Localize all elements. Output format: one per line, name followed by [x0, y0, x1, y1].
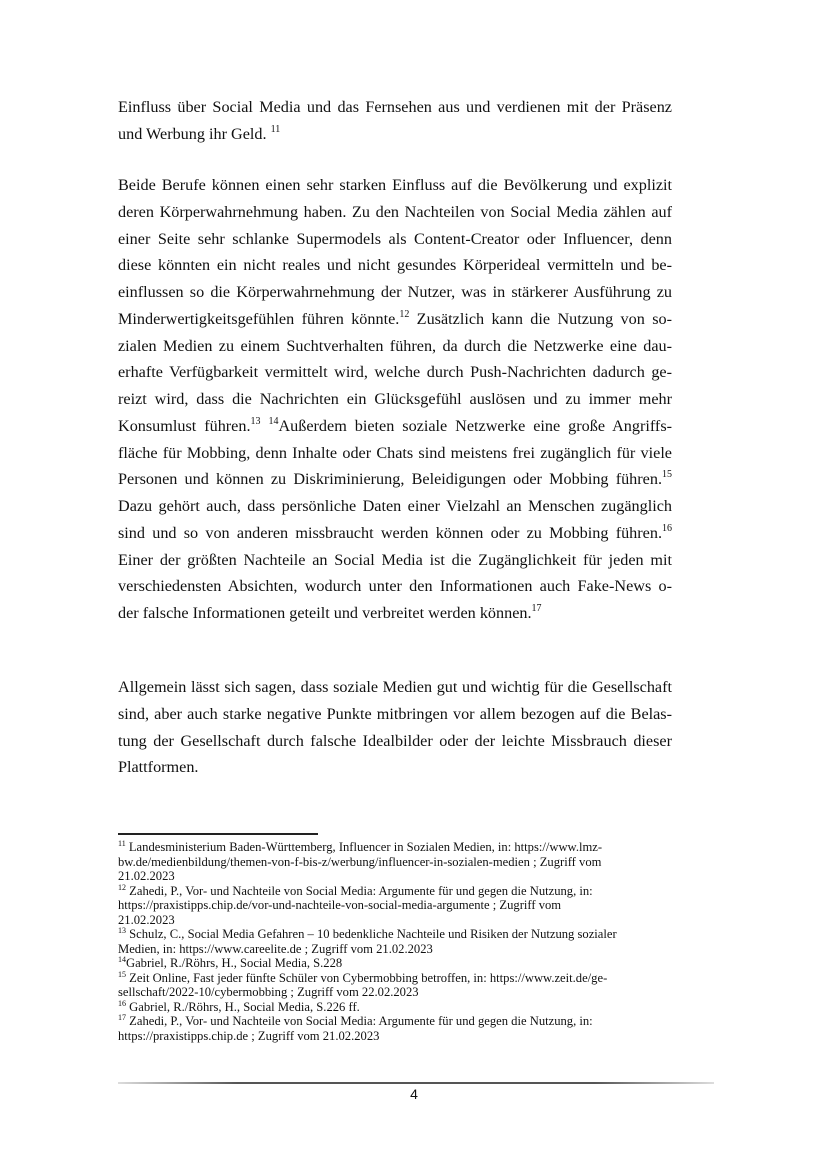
text-segment: reizt wird, dass die Nachrichten ein Glücksgefühl auslösen und zu immer mehr	[118, 390, 672, 408]
footnote-ref: 15	[662, 469, 672, 481]
footnote-ref: 12	[399, 308, 410, 320]
text-line	[118, 282, 672, 302]
text-segment: tung der Gesellschaft durch falsche Idealbilder oder der leichte Missbrauch dieser	[118, 731, 672, 750]
footnote-separator	[118, 833, 318, 835]
text-segment: Plattformen.	[118, 758, 199, 777]
text-line	[118, 704, 672, 724]
text-line	[118, 175, 672, 195]
text-line	[118, 443, 672, 463]
text-segment: zialen Medien zu einem Suchtverhalten führen, da durch die Netzwerke eine dau-	[118, 336, 672, 355]
footer-rule	[118, 1082, 714, 1084]
footnote-ref: 14	[268, 415, 279, 427]
footnote	[118, 927, 678, 956]
text-line	[118, 550, 672, 570]
page-number: 4	[410, 1086, 418, 1102]
text-line	[118, 336, 672, 356]
footnote	[118, 956, 678, 971]
text-segment: der falsche Informationen geteilt und verbreitet werden können.	[118, 604, 532, 622]
text-line	[118, 677, 672, 697]
text-line	[118, 496, 672, 516]
text-line	[118, 229, 672, 249]
footnote-ref: 13	[250, 415, 261, 427]
footnote-line: sellschaft/2022-10/cybermobbing ; Zugriff vom 22.02.2023	[118, 985, 419, 999]
footnote-number: 16	[118, 998, 126, 1008]
footnote-line: 21.02.2023	[118, 912, 175, 927]
footnote-number: 11	[118, 839, 126, 848]
text-line	[118, 124, 672, 144]
footnote-number: 14	[118, 955, 126, 964]
footnote	[118, 884, 678, 928]
text-segment: Außerdem bieten soziale Netzwerke eine große Angriffs-	[278, 416, 673, 435]
text-segment: Minderwertigkeitsgefühlen führen könnte.	[118, 309, 400, 328]
text-line	[118, 309, 672, 329]
text-line	[118, 603, 672, 623]
footnote-number: 15	[118, 969, 126, 979]
text-segment: diese könnten ein nicht reales und nicht gesundes Körperideal vermitteln und be-	[118, 256, 672, 275]
text-line	[118, 97, 672, 117]
text-segment: einer Seite sehr schlanke Supermodels als Content-Creator oder Influencer, denn	[118, 229, 672, 248]
text-segment: sind und so von anderen missbraucht werden können oder zu Mobbing führen.	[118, 523, 662, 542]
footnote-line: Zahedi, P., Vor- und Nachteile von Social Media: Argumente für und gegen die Nutzung, in:	[129, 883, 593, 898]
footnote-line: Gabriel, R./Röhrs, H., Social Media, S.228	[126, 956, 343, 970]
footnote-line: Zeit Online, Fast jeder fünfte Schüler von Cybermobbing betroffen, in: https://www.zeit.de/ge-	[129, 970, 608, 985]
footnote	[118, 971, 678, 1000]
footnote-line: https://praxistipps.chip.de ; Zugriff vom 21.02.2023	[118, 1028, 380, 1043]
text-line	[118, 469, 672, 489]
text-segment: Dazu gehört auch, dass persönliche Daten einer Vielzahl an Menschen zugänglich	[118, 497, 672, 515]
text-segment: Einer der größten Nachteile an Social Media ist die Zugänglichkeit für jeden mit	[118, 550, 672, 569]
footnote-line: 21.02.2023	[118, 869, 175, 883]
text-segment: einflussen so die Körperwahrnehmung der Nutzer, was in stärkerer Ausführung zu	[118, 283, 672, 301]
footnote-line: Zahedi, P., Vor- und Nachteile von Social Media: Argumente für und gegen die Nutzung, in:	[129, 1014, 593, 1028]
text-segment: fläche für Mobbing, denn Inhalte oder Chats sind meistens frei zugänglich für viele	[118, 443, 672, 462]
text-segment: und Werbung ihr Geld.	[118, 124, 271, 143]
text-segment: Beide Berufe können einen sehr starken Einfluss auf die Bevölkerung und explizit	[118, 176, 672, 194]
footnote	[118, 840, 678, 884]
text-line	[118, 576, 672, 596]
text-segment: verschiedensten Absichten, wodurch unter den Informationen auch Fake-News o-	[118, 577, 672, 596]
text-segment: Konsumlust führen.	[118, 416, 251, 435]
footnote-number: 12	[118, 882, 126, 892]
footnote-ref: 16	[662, 522, 672, 534]
text-segment: Personen und können zu Diskriminierung, Beleidigungen oder Mobbing führen.	[118, 470, 662, 489]
footnote	[118, 1000, 678, 1015]
text-line	[118, 757, 672, 777]
footnote-line: https://praxistipps.chip.de/vor-und-nachteile-von-social-media-argumente ; Zugriff vom	[118, 898, 562, 912]
footnote-number: 17	[118, 1013, 126, 1022]
text-line	[118, 202, 672, 222]
footnote-line: Medien, in: https://www.careelite.de ; Zugriff vom 21.02.2023	[118, 941, 433, 956]
text-line	[118, 416, 672, 436]
text-segment: deren Körperwahrnehmung haben. Zu den Nachteilen von Social Media zählen auf	[118, 202, 672, 221]
text-segment: Allgemein lässt sich sagen, dass soziale Medien gut und wichtig für die Gesellschaft	[118, 678, 672, 696]
text-line	[118, 389, 672, 409]
footnote-ref: 11	[270, 123, 281, 135]
text-segment: Zusätzlich kann die Nutzung von so-	[409, 309, 672, 328]
footnote-line: Gabriel, R./Röhrs, H., Social Media, S.226 ff.	[129, 999, 360, 1014]
text-line	[118, 523, 672, 543]
text-segment: sind, aber auch starke negative Punkte mitbringen vor allem bezogen auf die Belas-	[118, 704, 672, 723]
footnote	[118, 1014, 678, 1043]
footnote-line: bw.de/medienbildung/themen-von-f-bis-z/werbung/influencer-in-sozialen-medien ; Zugriff vom	[118, 854, 602, 869]
footnote-line: Schulz, C., Social Media Gefahren – 10 bedenkliche Nachteile und Risiken der Nutzung sozialer	[129, 927, 617, 941]
text-segment: Einfluss über Social Media und das Fernsehen aus und verdienen mit der Präsenz	[118, 98, 672, 116]
footnote-ref: 17	[531, 603, 542, 614]
text-segment: erhafte Verfügbarkeit vermittelt wird, welche durch Push-Nachrichten dadurch ge-	[118, 363, 672, 382]
text-line	[118, 362, 672, 382]
text-line	[118, 731, 672, 751]
footnote-line: Landesministerium Baden-Württemberg, Influencer in Sozialen Medien, in: https://www.lmz-	[128, 840, 603, 854]
footnote-number: 13	[118, 926, 126, 935]
text-line	[118, 255, 672, 275]
